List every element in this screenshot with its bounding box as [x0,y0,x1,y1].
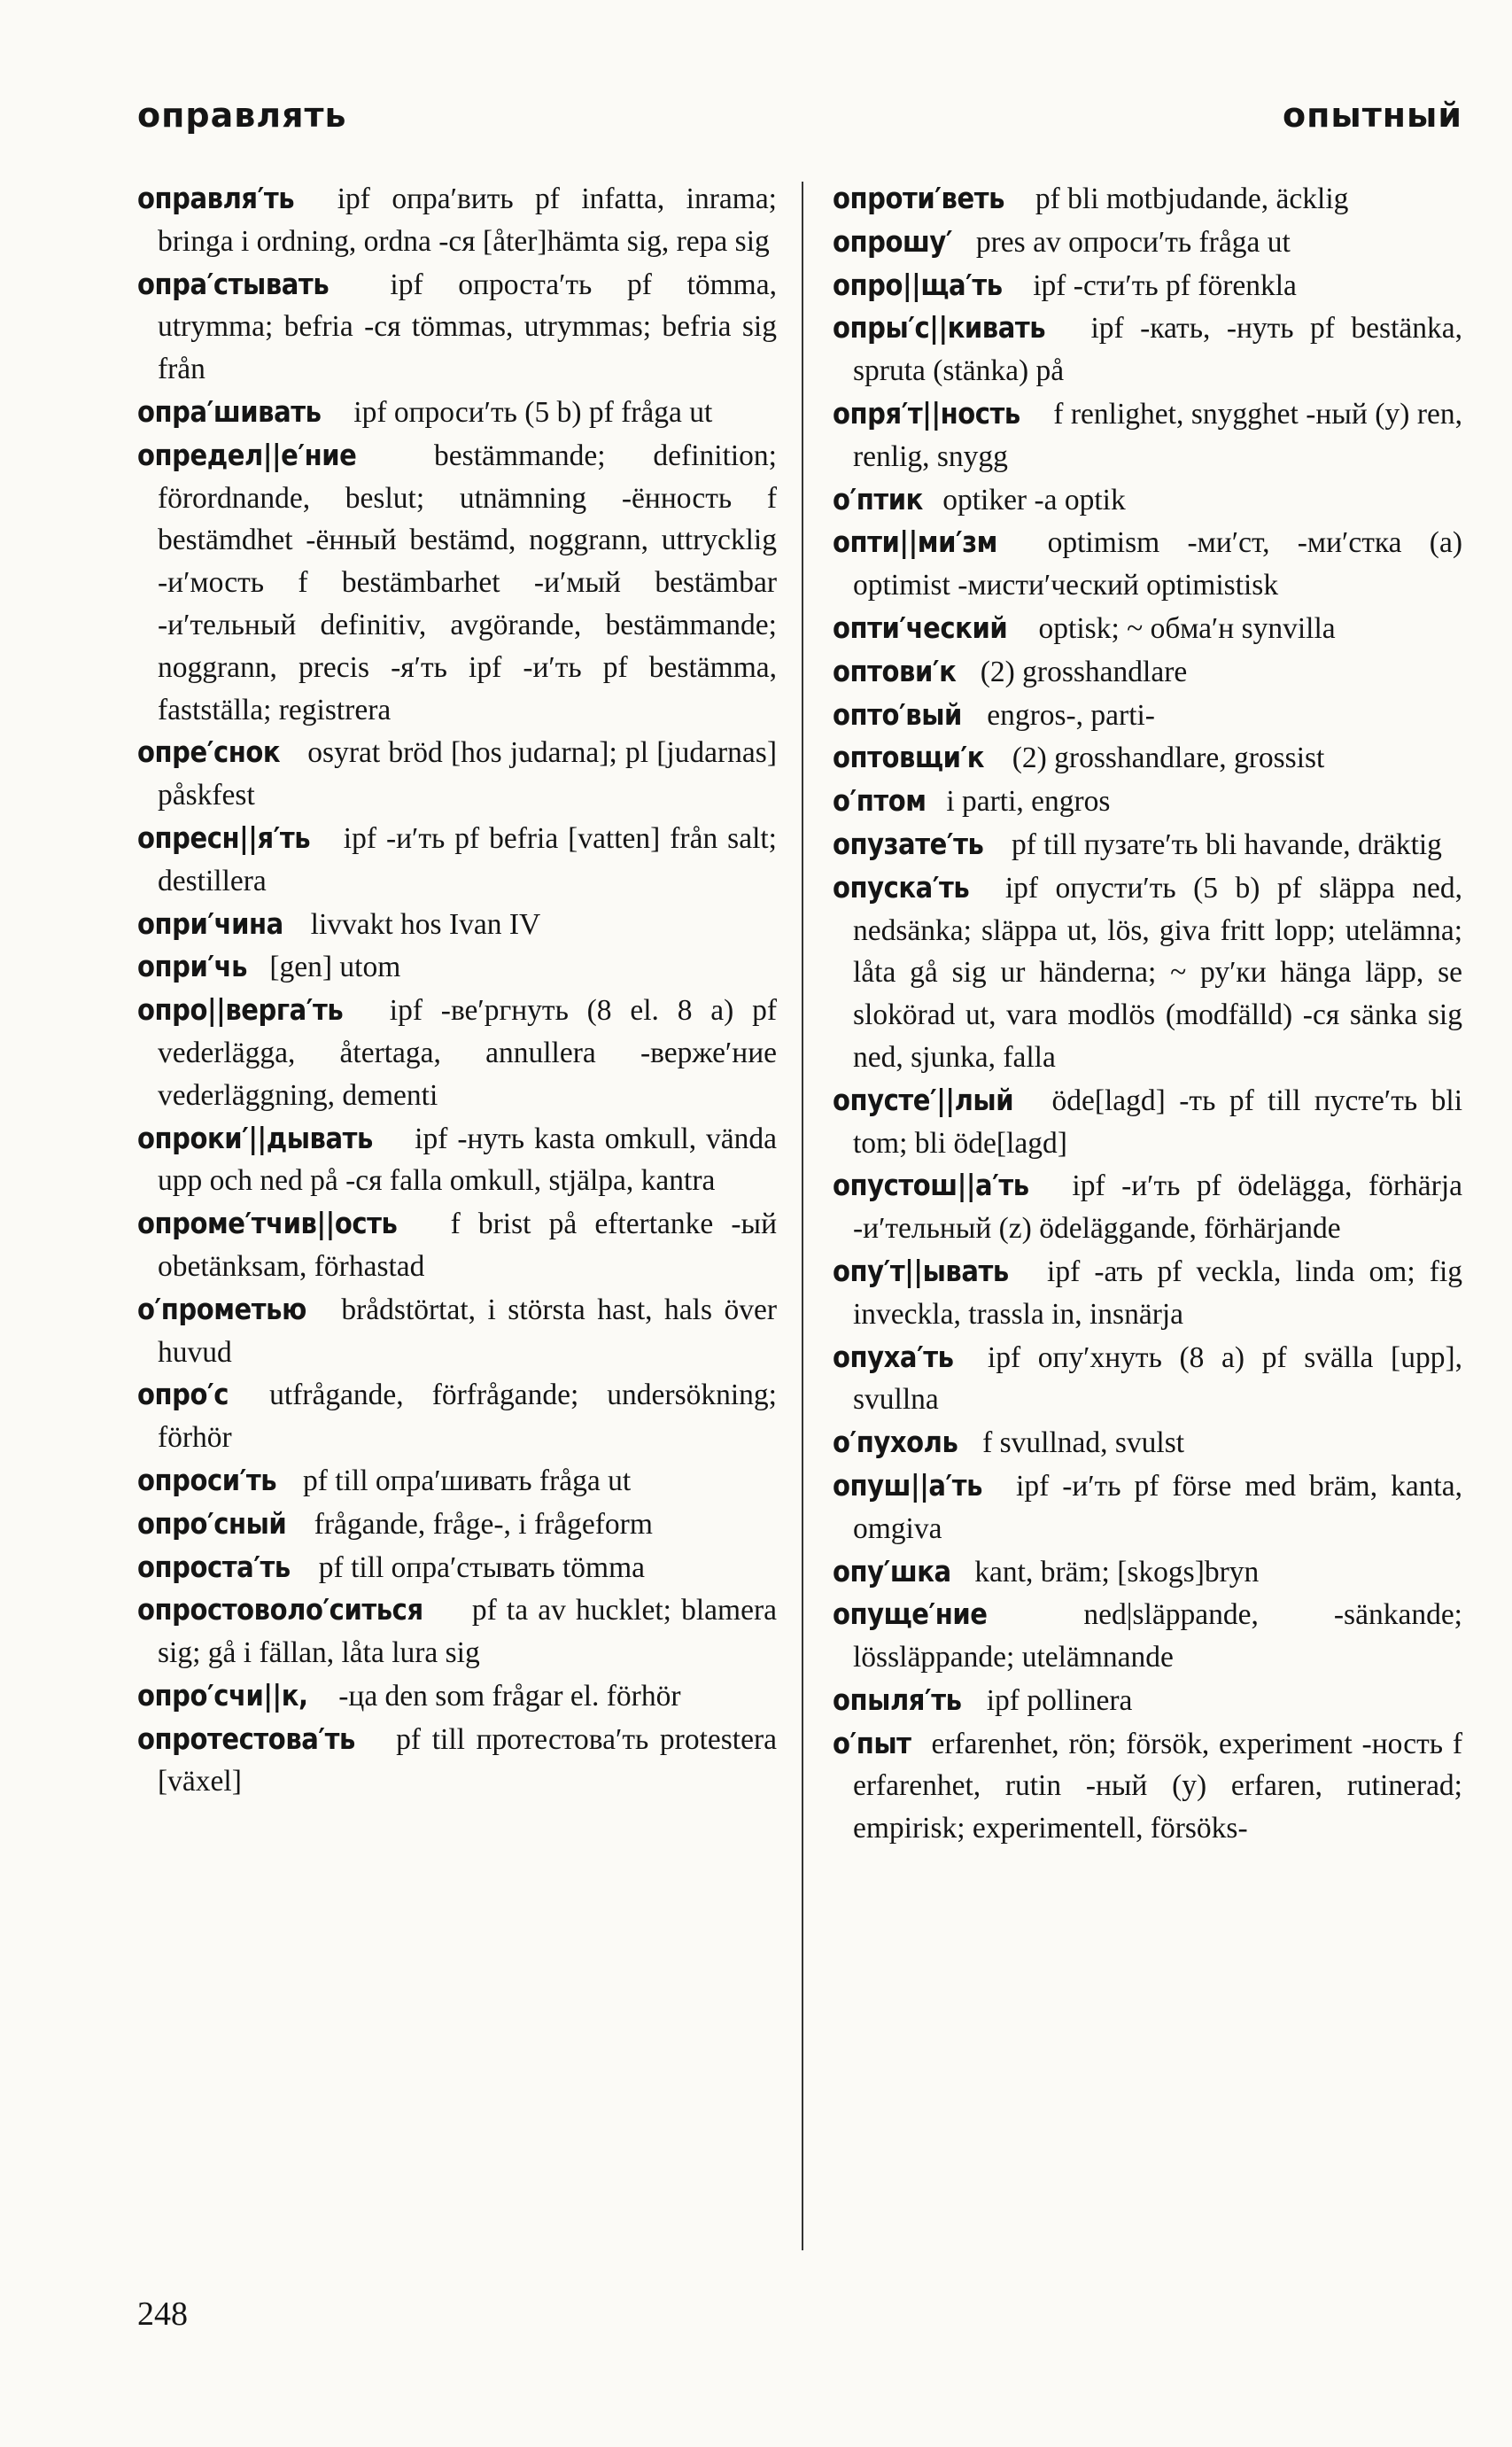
dictionary-entry: опроста′ть pf till опра′стывать tömma [137,1546,777,1589]
dictionary-entry: опра′шивать ipf опроси′ть (5 b) pf fråga ut [137,391,777,434]
header-right-guideword: опытный [1283,96,1462,135]
dictionary-entry: оправля′ть ipf опра′вить pf infatta, inrama; bringa i ordning, ordna -ся [åter]hämta sig, repa sig [137,177,777,263]
dictionary-entry: опузате′ть pf till пузате′ть bli havande, dräktig [833,823,1462,866]
dictionary-entry: опыля′ть ipf pollinera [833,1679,1462,1722]
entry-headword: опуска′ть [833,869,970,905]
entry-headword: о′пухоль [833,1425,958,1460]
entry-headword: опуще′ние [833,1596,988,1632]
dictionary-entry: оптови′к (2) grosshandlare [833,650,1462,694]
entry-headword: опро′с [137,1377,229,1412]
entry-headword: опусте′||лый [833,1082,1014,1117]
dictionary-entry: опти′ческий optisk; ~ обма′н synvilla [833,607,1462,650]
dictionary-entry: о′пухоль f svullnad, svulst [833,1421,1462,1464]
entry-headword: опря′т||ность [833,395,1020,431]
running-header [137,96,1462,149]
dictionary-entry: опре′снок osyrat bröd [hos judarna]; pl [judarnas] påskfest [137,731,777,817]
entry-headword: опра′шивать [137,393,322,429]
dictionary-entry: опроти′веть pf bli motbjudande, äcklig [833,177,1462,221]
entry-headword: опро||верга′ть [137,992,344,1028]
dictionary-entry: о′птик optiker -а optik [833,478,1462,522]
dictionary-entry: опры′с||кивать ipf -кать, -нуть pf bestänka, spruta (stänka) på [833,307,1462,392]
entry-headword: опры′с||кивать [833,310,1046,346]
entry-headword: опресн||я′ть [137,820,311,855]
dictionary-entry: опро′с utfrågande, förfrågande; undersökning; förhör [137,1373,777,1459]
dictionary-entry: опря′т||ность f renlighet, snygghet -ный (y) ren, renlig, snygg [833,392,1462,478]
entry-headword: опто′вый [833,696,962,732]
dictionary-entry: определ||е′ние bestämmande; definition; förordnande, beslut; utnämning -ённость f bestämdhet -ённый bestämd, noggrann, uttrycklig -и′мость f bestämbarhet -и′мый bestämbar -и′тельный definitiv, avgörande, bestämmande; noggrann, precis -я′ть ipf -и′ть pf bestämma, fastställa; registrera [137,434,777,732]
column-divider [802,182,803,2250]
entry-headword: о′прометью [137,1291,306,1326]
entry-headword: опротестова′ть [137,1721,355,1756]
entry-headword: опро′счи||к, [137,1677,308,1713]
entry-headword: опроти′веть [833,181,1005,215]
dictionary-entry: опуш||а′ть ipf -и′ть pf förse med bräm, kanta, omgiva [833,1464,1462,1550]
dictionary-entry: опроси′ть pf till опра′шивать fråga ut [137,1459,777,1503]
dictionary-entry: о′пыт erfarenhet, rön; försök, experiment -ность f erfarenhet, rutin -ный (y) erfaren, rutinerad; empirisk; experimentell, försöks- [833,1722,1462,1850]
entry-headword: опу′шка [833,1553,951,1589]
entry-headword: о′птик [833,481,923,517]
dictionary-entry: опра′стывать ipf опроста′ть pf tömma, utrymma; befria -ся tömmas, utrymmas; befria sig från [137,263,777,391]
entry-headword: опроме′тчив||ость [137,1206,398,1241]
entry-headword: оптови′к [833,653,957,688]
entry-headword: оптовщи′к [833,740,985,775]
entry-headword: опыля′ть [833,1682,962,1717]
dictionary-entry: опри′чина livvakt hos Ivan IV [137,903,777,946]
entry-headword: опустош||а′ть [833,1168,1029,1203]
dictionary-entry: опуще′ние ned|släppande, -sänkande; lössläppande; utelämnande [833,1593,1462,1679]
dictionary-entry: опри′чь [gen] utom [137,945,777,989]
page-number: 248 [137,2296,188,2333]
dictionary-entry: опто′вый engros-, parti- [833,694,1462,737]
dictionary-entry: опро′сный frågande, fråge-, i frågeform [137,1503,777,1546]
dictionary-entry: опуха′ть ipf опу′хнуть (8 a) pf svälla [upp], svullna [833,1336,1462,1422]
entry-headword: опра′стывать [137,266,330,301]
entry-headword: опроки′||дывать [137,1120,373,1155]
entry-headword: определ||е′ние [137,437,357,472]
entry-headword: опро||ща′ть [833,267,1003,302]
dictionary-entry: о′прометью brådstörtat, i största hast, hals över huvud [137,1288,777,1374]
dictionary-entry: опусте′||лый öde[lagd] -ть pf till пусте′ть bli tom; bli öde[lagd] [833,1079,1462,1165]
entry-headword: опроси′ть [137,1462,277,1497]
dictionary-entry: опресн||я′ть ipf -и′ть pf befria [vatten] från salt; destillera [137,817,777,903]
entry-headword: опрошу′ [833,223,953,259]
dictionary-entry: опу′шка kant, bräm; [skogs]bryn [833,1550,1462,1594]
dictionary-entry: опуска′ть ipf опусти′ть (5 b) pf släppa ned, nedsänka; släppa ut, lös, giva fritt lopp; utelämna; låta gå sig ur händerna; ~ ру′ки hänga läpp, se slokörad ut, vara modlös (modfälld) -ся sänka sig ned, sjunka, falla [833,866,1462,1079]
dictionary-entry: опро′счи||к, -ца den som frågar el. förhör [137,1674,777,1718]
header-left-guideword: оправлять [137,96,347,135]
dictionary-entry: опро||верга′ть ipf -ве′ргнуть (8 el. 8 a) pf vederlägga, återtaga, annullera -верже′ние vederläggning, dementi [137,989,777,1116]
dictionary-entry: опти||ми′зм optimism -ми′ст, -ми′стка (a) optimist -мисти′ческий optimistisk [833,521,1462,607]
entry-headword: опростоволо′ситься [137,1592,423,1627]
dictionary-entry: опроки′||дывать ipf -нуть kasta omkull, vända upp och ned på -ся falla omkull, stjälpa, kantra [137,1117,777,1203]
dictionary-entry: опротестова′ть pf till протестова′ть protestera [växel] [137,1718,777,1804]
dictionary-entry: о′птом i parti, engros [833,780,1462,823]
dictionary-entry: опро||ща′ть ipf -сти′ть pf förenkla [833,264,1462,307]
right-column [833,177,1462,1850]
entry-headword: оправля′ть [137,181,295,215]
dictionary-entry: опустош||а′ть ipf -и′ть pf ödelägga, förhärja -и′тельный (z) ödeläggande, förhärjande [833,1164,1462,1250]
entry-headword: опуш||а′ть [833,1467,983,1503]
left-column [137,177,777,1803]
entry-headword: опроста′ть [137,1549,291,1584]
entry-headword: опре′снок [137,734,281,770]
entry-headword: опуха′ть [833,1339,954,1374]
entry-headword: о′птом [833,783,927,819]
dictionary-entry: опростоволо′ситься pf ta av hucklet; blamera sig; gå i fällan, låta lura sig [137,1589,777,1674]
entry-headword: опри′чь [137,949,248,984]
entry-headword: опузате′ть [833,826,984,861]
entry-headword: опу′т||ывать [833,1253,1009,1288]
entry-headword: опти||ми′зм [833,524,997,560]
entry-headword: о′пыт [833,1725,911,1760]
dictionary-entry: опу′т||ывать ipf -ать pf veckla, linda om; fig inveckla, trassla in, insnärja [833,1250,1462,1336]
entry-headword: опри′чина [137,905,283,941]
dictionary-entry: опроме′тчив||ость f brist på eftertanke -ый obetänksam, förhastad [137,1202,777,1288]
entry-headword: опро′сный [137,1505,287,1541]
dictionary-entry: оптовщи′к (2) grosshandlare, grossist [833,736,1462,780]
dictionary-entry: опрошу′ pres av опроси′ть fråga ut [833,221,1462,264]
entry-headword: опти′ческий [833,610,1008,645]
